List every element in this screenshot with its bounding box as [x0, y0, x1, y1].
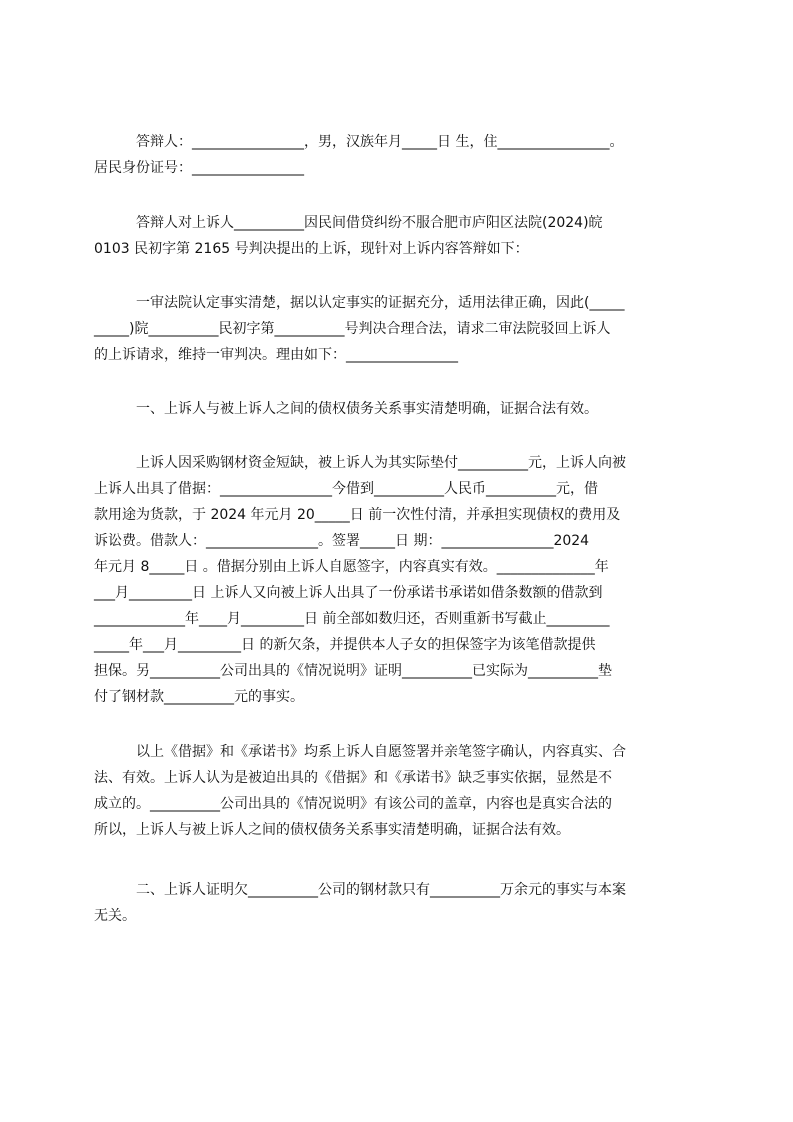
- facts-line-10: 付了钢材款__________元的事实。: [94, 689, 304, 705]
- facts-line-1: 上诉人因采购钢材资金短缺，被上诉人为其实际垫付__________元，上诉人向被: [136, 455, 626, 471]
- facts-line-9: 担保。另__________公司出具的《情况说明》证明__________已实际为__________垫: [94, 663, 612, 679]
- facts-line-2: 上诉人出具了借据：________________今借到__________人民币__________元，借: [94, 481, 598, 497]
- intro-line-2: 0103 民初字第 2165 号判决提出的上诉，现针对上诉内容答辩如下：: [94, 241, 529, 257]
- facts-line-6: ___月_________日 上诉人又向被上诉人出具了一份承诺书承诺如借条数额的借款到: [94, 585, 603, 601]
- summary-line-1: 一审法院认定事实清楚，据以认定事实的证据充分，适用法律正确，因此(_____: [136, 295, 625, 311]
- section-heading-two-line-1: 二、上诉人证明欠__________公司的钢材款只有__________万余元的事实与本案: [136, 882, 626, 898]
- respondent-info-line-2: 居民身份证号：________________: [94, 160, 304, 176]
- facts-line-5: 年元月 8_____日 。借据分别由上诉人自愿签字，内容真实有效。______________年: [94, 559, 609, 575]
- section-heading-two-line-2: 无关。: [94, 908, 136, 924]
- section-heading-one: 一、上诉人与被上诉人之间的债权债务关系事实清楚明确，证据合法有效。: [136, 401, 598, 417]
- evidence-line-3: 成立的。__________公司出具的《情况说明》有该公司的盖章，内容也是真实合法的: [94, 796, 612, 812]
- respondent-info-line-1: 答辩人：________________，男，汉族年月_____日 生，住________________。: [136, 134, 624, 150]
- facts-line-3: 款用途为货款，于 2024 年元月 20_____日 前一次性付清，并承担实现债权的费用及: [94, 507, 621, 523]
- evidence-line-2: 法、有效。上诉人认为是被迫出具的《借据》和《承诺书》缺乏事实依据，显然是不: [94, 770, 612, 786]
- intro-line-1: 答辩人对上诉人__________因民间借贷纠纷不服合肥市庐阳区法院(2024)皖: [136, 215, 603, 231]
- evidence-line-1: 以上《借据》和《承诺书》均系上诉人自愿签署并亲笔签字确认，内容真实、合: [136, 744, 626, 760]
- facts-line-4: 诉讼费。借款人：________________。签署_____日 期：________________2024: [94, 533, 590, 549]
- summary-line-2: _____)院__________民初字第__________号判决合理合法，请求二审法院驳回上诉人: [94, 321, 611, 337]
- summary-line-3: 的上诉请求，维持一审判决。理由如下：________________: [94, 347, 458, 363]
- evidence-line-4: 所以，上诉人与被上诉人之间的债权债务关系事实清楚明确，证据合法有效。: [94, 822, 570, 838]
- facts-line-8: _____年___月_________日 的新欠条，并提供本人子女的担保签字为该笔借款提供: [94, 637, 596, 653]
- facts-line-7: _____________年____月_________日 前全部如数归还，否则重新书写截止_________: [94, 611, 610, 627]
